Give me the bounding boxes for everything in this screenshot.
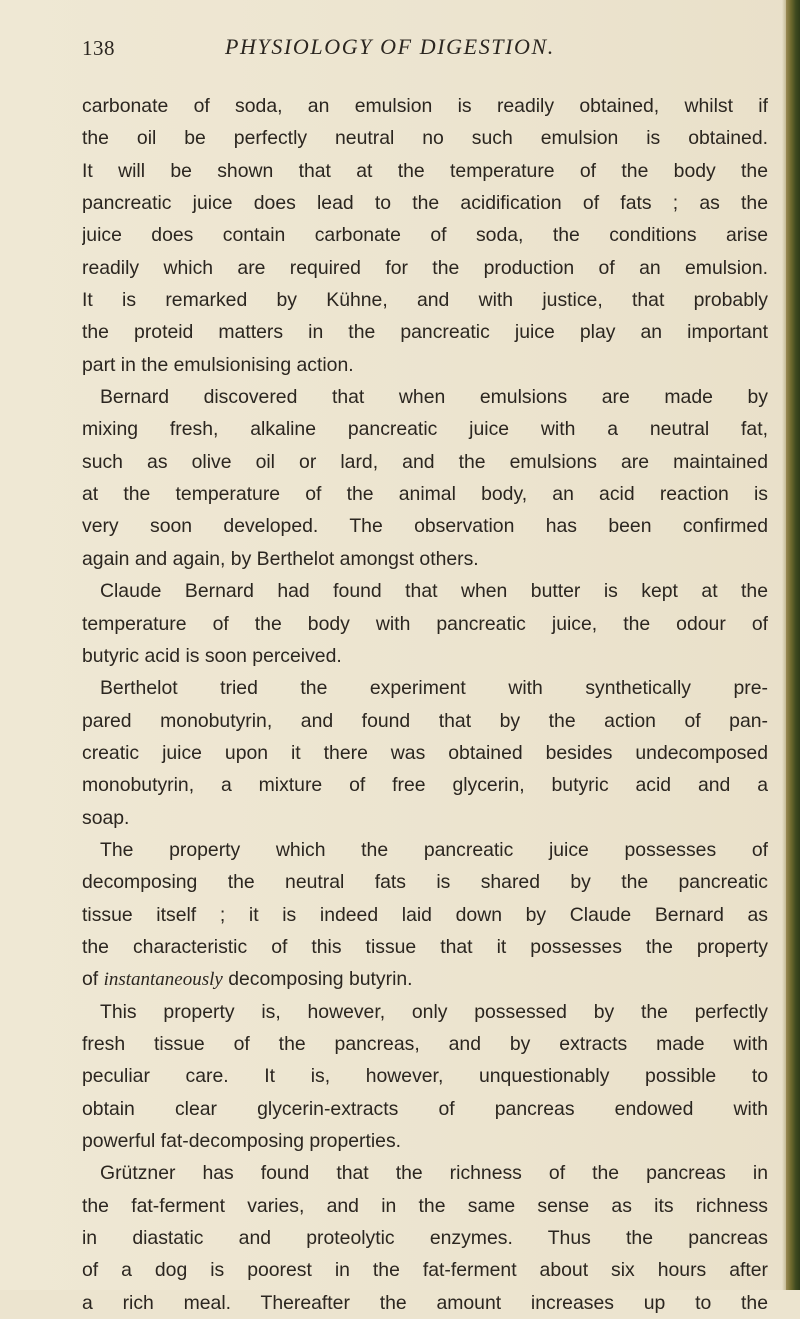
text-fragment: of bbox=[82, 968, 99, 991]
text-line: creatic juice upon it there was obtained besides undecomposed bbox=[82, 741, 768, 764]
text-line: mixing fresh, alkaline pancreatic juice with a neutral fat, bbox=[82, 418, 768, 441]
text-line: of a dog is poorest in the fat-ferment about six hours after bbox=[82, 1259, 768, 1282]
text-line: powerful fat-decomposing properties. bbox=[82, 1130, 402, 1152]
text-line: soap. bbox=[82, 806, 130, 829]
italic-word: instantaneously bbox=[103, 969, 223, 991]
text-line-with-emphasis bbox=[82, 963, 768, 995]
text-line: Berthelot tried the experiment with synthetically pre- bbox=[100, 677, 768, 700]
running-head: PHYSIOLOGY OF DIGESTION. bbox=[225, 34, 555, 59]
text-line: butyric acid is soon perceived. bbox=[82, 644, 342, 667]
text-line: juice does contain carbonate of soda, the conditions arise bbox=[82, 224, 768, 247]
text-line: the fat-ferment varies, and in the same sense as its richness bbox=[82, 1194, 768, 1217]
text-line: pared monobutyrin, and found that by the action of pan- bbox=[82, 709, 768, 732]
text-line: in diastatic and proteolytic enzymes. Thus the pancreas bbox=[82, 1227, 768, 1250]
text-line: This property is, however, only possessed by the perfectly bbox=[100, 1000, 768, 1023]
text-line: The property which the pancreatic juice possesses of bbox=[100, 838, 768, 861]
text-fragment: decomposing butyrin. bbox=[228, 968, 413, 991]
text-line: the characteristic of this tissue that it possesses the property bbox=[82, 935, 768, 958]
text-line: temperature of the body with pancreatic juice, the odour of bbox=[82, 612, 768, 635]
text-line: very soon developed. The observation has been confirmed bbox=[82, 515, 768, 538]
page-number: 138 bbox=[82, 36, 115, 60]
text-line: tissue itself ; it is indeed laid down by Claude Bernard as bbox=[82, 903, 768, 926]
text-line: part in the emulsionising action. bbox=[82, 353, 354, 376]
page-header bbox=[82, 34, 768, 74]
text-line: Grützner has found that the richness of the pancreas in bbox=[100, 1162, 768, 1185]
text-line: Bernard discovered that when emulsions are made by bbox=[100, 386, 768, 409]
text-line: readily which are required for the production of an emulsion. bbox=[82, 256, 768, 279]
text-line: the oil be perfectly neutral no such emulsion is obtained. bbox=[82, 127, 768, 150]
text-line: a rich meal. Thereafter the amount increases up to the bbox=[82, 1291, 768, 1314]
text-line: decomposing the neutral fats is shared by the pancreatic bbox=[82, 871, 768, 894]
text-line: pancreatic juice does lead to the acidification of fats ; as the bbox=[82, 192, 768, 215]
text-line: obtain clear glycerin-extracts of pancreas endowed with bbox=[82, 1097, 768, 1120]
text-line: Claude Bernard had found that when butter is kept at the bbox=[100, 580, 768, 603]
body-text bbox=[82, 90, 768, 1319]
text-line: such as olive oil or lard, and the emulsions are maintained bbox=[82, 450, 768, 473]
text-line: peculiar care. It is, however, unquestionably possible to bbox=[82, 1065, 768, 1088]
text-line: again and again, by Berthelot amongst others. bbox=[82, 547, 479, 570]
text-line: It will be shown that at the temperature of the body the bbox=[82, 159, 768, 182]
text-line: carbonate of soda, an emulsion is readily obtained, whilst if bbox=[82, 95, 768, 117]
text-line: the proteid matters in the pancreatic juice play an important bbox=[82, 321, 768, 344]
text-line: monobutyrin, a mixture of free glycerin, butyric acid and a bbox=[82, 774, 768, 797]
text-line: at the temperature of the animal body, an acid reaction is bbox=[82, 483, 768, 506]
text-line: fresh tissue of the pancreas, and by extracts made with bbox=[82, 1032, 768, 1055]
text-line: It is remarked by Kühne, and with justice, that probably bbox=[82, 289, 768, 312]
page-edge-binding bbox=[786, 0, 800, 1290]
